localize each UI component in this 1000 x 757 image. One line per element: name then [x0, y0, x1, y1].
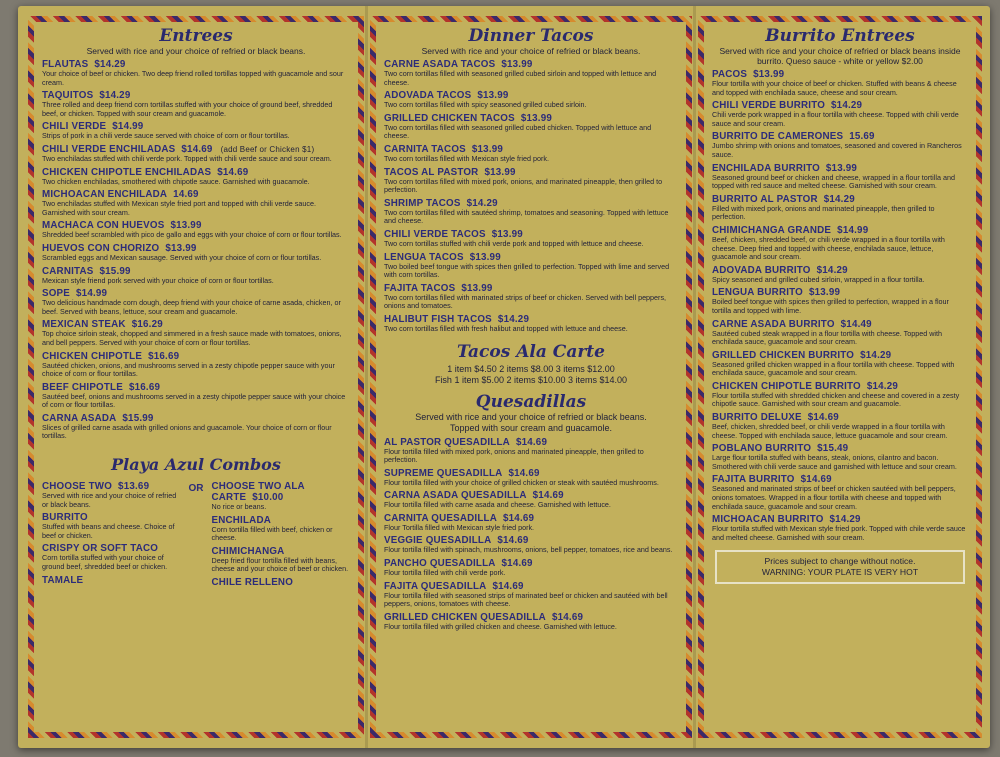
quesadillas-subtitle-2: Topped with sour cream and guacamole.	[449, 422, 613, 433]
menu-item-desc: Large flour tortilla stuffed with beans, steak, onions, cilantro and bacon. Smothered with chili verde sauce and garnished with lettuce and sour cream.	[712, 453, 957, 471]
menu-item	[212, 577, 351, 588]
combos-or: OR	[188, 483, 204, 495]
menu-item-name: FAJITA TACOS	[384, 282, 456, 294]
menu-item-price: $14.69	[508, 467, 540, 479]
menu-item-desc: Flour tortilla filled with seasoned strips of marinated beef or chicken and sautéed with bell peppers, onions, tomatoes with cheese.	[384, 590, 668, 609]
entrees-subtitle: Served with rice and your choice of refried or black beans.	[86, 46, 306, 56]
menu-item-name: FAJITA QUESADILLA	[384, 580, 487, 592]
menu-item-price: 15.69	[849, 131, 875, 143]
menu-item-desc: Two corn tortillas filled with seasoned grilled cubed chicken. Topped with lettuce and cheese.	[384, 122, 652, 141]
tacos-ala-carte-prices: 1 item $4.50 2 items $8.00 3 items $12.00	[447, 363, 615, 374]
menu-item	[384, 167, 678, 195]
menu-item-desc: Slices of grilled carne asada with grilled onions and guacamole. Your choice of corn or flour tortillas.	[42, 422, 332, 441]
menu-item-desc: Two enchiladas stuffed with Mexican style fried port and topped with chili verde sauce. Garnished with sour cream.	[42, 199, 316, 217]
menu-item	[384, 113, 678, 141]
menu-item-price: $13.99	[491, 228, 523, 240]
menu-item-desc: Beef, chicken, shredded beef, or chili verde wrapped in a flour tortilla with cheese. Topped with enchilada sauce, lettuce guacamole and sour cream.	[712, 422, 948, 440]
menu-item	[712, 69, 968, 97]
menu-item	[42, 382, 350, 410]
menu-item	[42, 512, 181, 540]
menu-item-title	[712, 163, 968, 174]
burritos-list	[712, 69, 968, 542]
menu-item-desc: Flour tortilla filled with mixed pork, onions and marinated pineapple, then grilled to perfection.	[384, 446, 644, 465]
menu-item-price: $14.29	[816, 264, 848, 276]
menu-item-price: $14.29	[99, 90, 131, 102]
quesadillas-subtitle: Served with rice and your choice of refried or black beans.	[415, 411, 647, 422]
menu-item-price: $13.99	[825, 162, 858, 174]
menu-item	[384, 490, 678, 510]
menu-item-price: $16.69	[148, 350, 180, 362]
menu-item-desc: Two boiled beef tongue with spices then grilled to perfection. Topped with lime and served with corn tortillas.	[384, 261, 670, 280]
menu-item-name: SHRIMP TACOS	[384, 197, 461, 209]
menu-item-price: $14.99	[76, 288, 108, 300]
menu-item-name: CHILI VERDE ENCHILADAS	[42, 143, 176, 155]
choose-two-label: CHOOSE TWO $13.69	[42, 481, 150, 493]
menu-item-name: CHICKEN CHIPOTLE ENCHILADAS	[42, 166, 212, 178]
quesadillas-heading: Quesadillas	[475, 391, 587, 412]
menu-item-price: $13.99	[170, 220, 202, 232]
menu-item-extra: (add Beef or Chicken $1)	[220, 144, 315, 154]
menu-item	[384, 59, 678, 87]
menu-item-price: $13.99	[461, 282, 493, 294]
menu-item-name: CHIMICHANGA	[211, 545, 285, 557]
menu-item-desc: Chili verde pork wrapped in a flour tortilla with cheese. Topped with chili verde sauce and sour cream.	[712, 110, 959, 128]
menu-item-price: $13.99	[753, 69, 785, 80]
menu-item	[712, 100, 968, 128]
menu-item	[42, 413, 350, 441]
combos-right-column	[212, 481, 351, 588]
menu-item-desc: Three rolled and deep friend corn tortillas stuffed with your choice of ground beef, shredded beef, or chicken. Topped with sour cream and guacamole.	[42, 100, 333, 118]
menu-item-name: CARNITAS	[42, 265, 94, 277]
menu-item-desc: Two delicious handmade corn dough, deep friend with your choice of carne asada, chicken, or beef. Served with beans, lettuce, sour cream and guacamole.	[42, 298, 341, 316]
menu-item-name: BURRITO	[42, 512, 88, 524]
burrito-entrees-heading: Burrito Entrees	[765, 26, 915, 46]
menu-item-title	[384, 437, 678, 448]
combos-left-column	[42, 481, 181, 588]
menu-item-desc: Two chicken enchiladas, smothered with chipotle sauce. Garnished with guacamole.	[42, 176, 310, 186]
menu-item-name: MICHOACAN ENCHILADA	[42, 189, 168, 201]
menu-item-price: $13.99	[501, 59, 533, 70]
menu-item-name: CHILI VERDE BURRITO	[712, 100, 826, 112]
menu-item-name: CARNA ASADA	[42, 412, 117, 424]
entrees-list	[42, 59, 350, 441]
menu-item-name: GRILLED CHICKEN BURRITO	[712, 349, 855, 361]
menu-item-title	[212, 577, 351, 588]
menu-item-price: $14.69	[492, 580, 524, 592]
menu-item-desc: Two corn tortillas filled with sautéed shrimp, tomatoes and seasoning. Topped with lettuce and cheese.	[384, 207, 669, 226]
menu-sheet	[18, 6, 990, 748]
menu-item-name: BURRITO AL PASTOR	[712, 193, 818, 205]
menu-item	[42, 90, 350, 118]
menu-item-desc: Scrambled eggs and Mexican sausage. Served with your choice of corn or flour tortillas.	[42, 252, 322, 262]
menu-item-title	[42, 351, 350, 362]
menu-item-name: HUEVOS CON CHORIZO	[42, 242, 160, 254]
menu-item	[384, 513, 678, 533]
menu-item-price: $13.99	[808, 287, 841, 299]
menu-item	[42, 575, 181, 586]
menu-item	[42, 319, 350, 347]
menu-item	[384, 437, 678, 465]
menu-item-title	[42, 575, 181, 586]
menu-item-price: $13.99	[477, 90, 509, 102]
combos-section	[42, 481, 350, 588]
menu-item-name: ADOVADA BURRITO	[712, 264, 811, 276]
menu-item-name: HALIBUT FISH TACOS	[384, 313, 492, 325]
menu-item-name: POBLANO BURRITO	[712, 443, 812, 455]
menu-item	[384, 144, 678, 164]
menu-item	[42, 351, 350, 379]
menu-item-desc: Seasoned ground beef or chicken and cheese, wrapped in a flour tortilla and topped with red sauce and melted cheese. Garnished with sour cream.	[712, 172, 955, 191]
menu-item-name: MEXICAN STEAK	[42, 319, 126, 331]
menu-item-name: BURRITO DELUXE	[712, 412, 802, 424]
menu-item-name: TACOS AL PASTOR	[384, 166, 479, 178]
menu-item-price: $14.29	[831, 100, 863, 112]
burritos-panel	[698, 16, 982, 738]
menu-item	[712, 412, 968, 440]
menu-item-price: $14.29	[466, 197, 498, 209]
menu-item-name: CHILI VERDE	[42, 121, 107, 133]
menu-item-name: CHILI VERDE TACOS	[384, 228, 486, 240]
menu-item-name: CARNA ASADA QUESADILLA	[384, 490, 527, 502]
menu-item-name: GRILLED CHICKEN TACOS	[384, 112, 515, 124]
menu-item-price: $14.69	[181, 143, 213, 155]
menu-item-name: LENGUA TACOS	[384, 251, 464, 263]
menu-item-title	[384, 581, 678, 592]
menu-item-name: ENCHILADA	[211, 514, 271, 526]
menu-item-name: CARNE ASADA BURRITO	[712, 318, 835, 330]
menu-item-price: $14.69	[551, 611, 584, 623]
menu-item-name: CARNE ASADA TACOS	[384, 59, 496, 70]
menu-item	[384, 558, 678, 578]
menu-item	[712, 194, 968, 222]
combos-left-items	[42, 512, 181, 585]
menu-item-name: CHICKEN CHIPOTLE	[42, 350, 143, 362]
menu-item-name: PANCHO QUESADILLA	[384, 558, 496, 570]
menu-item-price: $13.99	[484, 166, 516, 178]
menu-item	[712, 225, 968, 262]
menu-item-name: GRILLED CHICKEN QUESADILLA	[384, 611, 546, 623]
menu-item-desc: Top choice sirloin steak, chopped and simmered in a fresh sauce made with tomatoes, onions, and bell peppers. Served with your choice of corn or flour tortillas.	[42, 329, 342, 347]
menu-item-desc: Flour tortilla filled with your choice of grilled chicken or steak with sautéed mushrooms.	[384, 477, 659, 487]
menu-item-desc: Flour tortilla filled with chili verde pork.	[384, 568, 506, 578]
menu-item	[384, 581, 678, 609]
menu-item-desc: Spicy seasoned and grilled cubed sirloin, wrapped in a flour tortilla.	[712, 274, 925, 284]
menu-item-price: $14.49	[840, 318, 872, 330]
menu-item	[712, 474, 968, 511]
menu-item-name: BURRITO DE CAMERONES	[712, 131, 844, 143]
menu-item-desc: Filled with mixed pork, onions and marinated pineapple, then grilled to perfection.	[712, 203, 935, 222]
menu-item-title	[384, 252, 678, 263]
menu-item	[42, 59, 350, 87]
menu-item-price: $13.99	[469, 251, 501, 263]
alacarte-label: CHOOSE TWO ALA CARTE $10.00	[211, 481, 305, 504]
burrito-entrees-subtitle: Served with rice and your choice of refried or black beans inside burrito. Queso sauce - white or yellow $2.00	[719, 46, 961, 66]
menu-item-desc: Two corn tortillas filled with fresh halibut and topped with lettuce and cheese.	[384, 323, 628, 333]
menu-item-name: ADOVADA TACOS	[384, 90, 472, 102]
menu-item-desc: Corn tortilla stuffed with your choice of ground beef, shredded beef or chicken.	[42, 553, 168, 572]
menu-item-price: $14.69	[800, 474, 832, 486]
dinner-tacos-subtitle: Served with rice and your choice of refried or black beans.	[421, 46, 641, 56]
menu-item-name: CRISPY OR SOFT TACO	[42, 543, 159, 555]
menu-item	[712, 350, 968, 378]
tacos-panel	[370, 16, 692, 738]
menu-item-desc: Flour tortilla stuffed with shredded chicken and cheese and covered in a zesty chipotle sauce. Garnished with sour cream and guacamole.	[712, 390, 960, 409]
menu-item	[384, 535, 678, 555]
menu-item	[712, 131, 968, 159]
choose-two-desc: Served with rice and your choice of refried or black beans.	[42, 491, 177, 509]
menu-item-desc: Sautéed chicken, onions, and mushrooms served in a zesty chipotle pepper sauce with your choice of corn or flour tortillas.	[42, 360, 335, 379]
menu-item	[712, 443, 968, 471]
menu-item	[42, 266, 350, 286]
menu-item-desc: Flour tortilla stuffed with Mexican style fried pork. Topped with chile verde sauce and melted cheese. Garnished with sour cream.	[712, 524, 966, 542]
menu-item-desc: Two corn tortillas filled with mixed pork, onions, and marinated pineapple, then grilled to perfection.	[384, 176, 663, 195]
menu-item-desc: Two enchiladas stuffed with chili verde pork. Topped with chili verde sauce and sour cream.	[42, 153, 332, 163]
notice-box	[715, 550, 965, 584]
menu-item	[384, 468, 678, 488]
menu-item	[42, 288, 350, 316]
dinner-tacos-list	[384, 59, 678, 334]
menu-item	[384, 252, 678, 280]
combos-heading: Playa Azul Combos	[111, 455, 281, 475]
menu-item-title	[42, 266, 350, 277]
menu-item	[42, 121, 350, 141]
menu-item-name: TAQUITOS	[42, 90, 94, 102]
menu-item	[212, 546, 351, 574]
menu-item-desc: Deep fried flour tortilla filled with beans, cheese and your choice of beef or chicken.	[211, 555, 349, 574]
menu-item-name: AL PASTOR QUESADILLA	[384, 436, 510, 448]
menu-item-name: VEGGIE QUESADILLA	[384, 535, 492, 547]
menu-item-price: $13.99	[520, 112, 553, 124]
menu-item-desc: Seasoned grilled chicken wrapped in a flour tortilla with cheese. Topped with enchilada sauce, guacamole and sour cream.	[712, 359, 955, 378]
menu-item-name: CHILE RELLENO	[211, 577, 294, 589]
menu-item-price: $14.69	[503, 512, 535, 524]
menu-item-desc: Flour tortilla with your choice of beef or chicken. Stuffed with beans & cheese and topped with enchilada sauce, cheese and sour cream.	[712, 79, 957, 97]
entrees-panel	[28, 16, 364, 738]
menu-item	[42, 189, 350, 217]
menu-item	[384, 229, 678, 249]
menu-item-desc: Flour Tortilla filled with Mexican style fried pork.	[384, 522, 535, 532]
menu-item	[42, 144, 350, 164]
menu-item-price: $16.69	[128, 381, 161, 393]
menu-item-desc: Two corn tortillas stuffed with chili verde pork and topped with lettuce and cheese.	[384, 238, 644, 248]
menu-item-price: $14.29	[829, 514, 861, 526]
menu-item-price: $14.29	[823, 193, 855, 205]
menu-item	[384, 283, 678, 311]
menu-item	[384, 198, 678, 226]
menu-item-desc: Sautéed beef, onions and mushrooms served in a zesty chipotle pepper sauce with your choice of corn or flour tortillas.	[42, 391, 346, 410]
menu-item-name: SOPE	[42, 288, 71, 300]
menu-item-desc: Two corn tortillas filled with Mexican style fried pork.	[384, 153, 549, 163]
menu-item-price: $15.99	[122, 412, 154, 424]
combos-right-items	[212, 515, 351, 588]
menu-item-title	[712, 319, 968, 330]
menu-item	[212, 515, 351, 543]
menu-item	[384, 90, 678, 110]
menu-item-desc: Boiled beef tongue with spices then grilled to perfection, wrapped in a flour tortilla and topped with lime.	[712, 297, 949, 315]
menu-item-price: $14.69	[217, 166, 249, 178]
menu-item	[712, 319, 968, 347]
menu-item-name: CARNITA TACOS	[384, 143, 466, 155]
menu-item-price: $15.49	[817, 443, 849, 455]
menu-item-title	[384, 167, 678, 178]
menu-item-name: MACHACA CON HUEVOS	[42, 220, 165, 232]
menu-item-desc: Jumbo shrimp with onions and tomatoes, seasoned and covered in Rancheros sauce.	[712, 141, 962, 159]
menu-item	[712, 514, 968, 542]
menu-item-name: LENGUA BURRITO	[712, 287, 803, 299]
menu-item-desc: Flour tortilla filled with carne asada and cheese. Garnished with lettuce.	[384, 500, 611, 510]
menu-item-price: $14.29	[94, 59, 126, 70]
menu-item-name: SUPREME QUESADILLA	[384, 467, 503, 479]
menu-item	[42, 243, 350, 263]
menu-item-desc: Two corn tortillas filled with seasoned grilled cubed sirloin and topped with lettuce and cheese.	[384, 69, 657, 87]
menu-item-price: $14.99	[112, 121, 144, 133]
notice-warning: WARNING: YOUR PLATE IS VERY HOT	[761, 567, 919, 578]
tacos-ala-carte-heading: Tacos Ala Carte	[457, 341, 605, 362]
menu-item-price: $14.69	[497, 535, 529, 547]
menu-item-price: $14.29	[866, 380, 899, 392]
menu-item	[384, 612, 678, 632]
menu-item-name: BEEF CHIPOTLE	[42, 381, 123, 393]
menu-item	[712, 287, 968, 315]
menu-item-name: TAMALE	[42, 574, 84, 586]
menu-item-name: CHIMICHANGA GRANDE	[712, 224, 832, 236]
menu-item	[712, 381, 968, 409]
notice-prices: Prices subject to change without notice.	[764, 556, 916, 567]
menu-item-price: $14.99	[837, 224, 869, 236]
menu-item-desc: Two corn tortillas filled with spicy seasoned grilled cubed sirloin.	[384, 100, 587, 110]
menu-item-desc: Mexican style friend pork served with your choice of corn or flour tortillas.	[42, 275, 274, 285]
menu-item-name: FLAUTAS	[42, 59, 89, 70]
menu-item-desc: Stuffed with beans and cheese. Choice of beef or chicken.	[42, 522, 175, 540]
menu-item	[42, 220, 350, 240]
menu-item	[712, 163, 968, 191]
fold-line-left	[365, 6, 368, 748]
menu-item-name: MICHOACAN BURRITO	[712, 514, 824, 526]
menu-item-name: CHICKEN CHIPOTLE BURRITO	[712, 380, 861, 392]
menu-item	[384, 314, 678, 334]
menu-item-title	[42, 167, 350, 178]
menu-item-price: 14.69	[173, 189, 199, 201]
tacos-ala-carte-fish-prices: Fish 1 item $5.00 2 items $10.00 3 items $14.00	[434, 374, 628, 385]
menu-item-price: $13.99	[471, 143, 504, 155]
menu-item-name: ENCHILADA BURRITO	[712, 162, 820, 174]
menu-item-desc: Flour tortilla filled with spinach, mushrooms, onions, bell pepper, tomatoes, rice and beans.	[384, 545, 673, 555]
menu-item-desc: Seasoned and marinated strips of beef or chicken sautéed with bell peppers, onions tomatoes. Wrapped in a flour tortilla with cheese and topped with enchilada sauce, guacamole and sour cream.	[712, 484, 956, 511]
entrees-heading: Entrees	[159, 26, 233, 46]
menu-item-desc: Flour tortilla filled with grilled chicken and cheese. Garnished with lettuce.	[384, 621, 617, 631]
menu-item-desc: Your choice of beef or chicken. Two deep friend rolled tortillas topped with guacamole and sour cream.	[42, 69, 344, 87]
dinner-tacos-heading: Dinner Tacos	[468, 26, 594, 46]
menu-item-price: $14.69	[501, 558, 533, 570]
menu-item-desc: Two corn tortillas filled with marinated strips of beef or chicken. Served with bell peppers, onions and tomatoes.	[384, 292, 667, 311]
menu-item	[42, 167, 350, 187]
fold-line-right	[693, 6, 696, 748]
menu-item-desc: Shredded beef scrambled with pico de gallo and eggs with your choice of corn or flour tortillas.	[42, 230, 342, 240]
quesadillas-list	[384, 437, 678, 632]
menu-item-price: $14.29	[497, 313, 530, 325]
menu-item-desc: Strips of pork in a chili verde sauce served with choice of corn or flour tortillas.	[42, 131, 290, 141]
menu-item-desc: Corn tortilla filled with beef, chicken or cheese.	[211, 524, 333, 543]
alacarte-desc: No rice or beans.	[211, 502, 267, 512]
menu-item-name: FAJITA BURRITO	[712, 474, 795, 486]
menu-item-name: CARNITA QUESADILLA	[384, 512, 497, 524]
menu-item-desc: Beef, chicken, shredded beef, or chili verde wrapped in a flour tortilla with cheese. Deep fried and topped with cheese, enchilada sauce, lettuce, guacamole and sour cream.	[712, 234, 945, 262]
menu-item-name: PACOS	[712, 69, 748, 80]
menu-item-price: $14.69	[807, 412, 839, 424]
menu-item-title	[212, 515, 351, 526]
menu-item-price: $14.69	[515, 436, 548, 448]
menu-item-price: $14.69	[532, 490, 564, 502]
menu-item-price: $16.29	[131, 319, 163, 331]
menu-item	[42, 543, 181, 571]
menu-item-price: $15.99	[99, 265, 131, 277]
menu-item-price: $13.99	[165, 242, 197, 254]
menu-item-desc: Sautéed cubed steak wrapped in a flour tortilla with cheese. Topped with enchilada sauce, guacamole and sour cream.	[712, 328, 943, 347]
menu-item-price: $14.29	[860, 349, 892, 361]
menu-item	[712, 265, 968, 285]
